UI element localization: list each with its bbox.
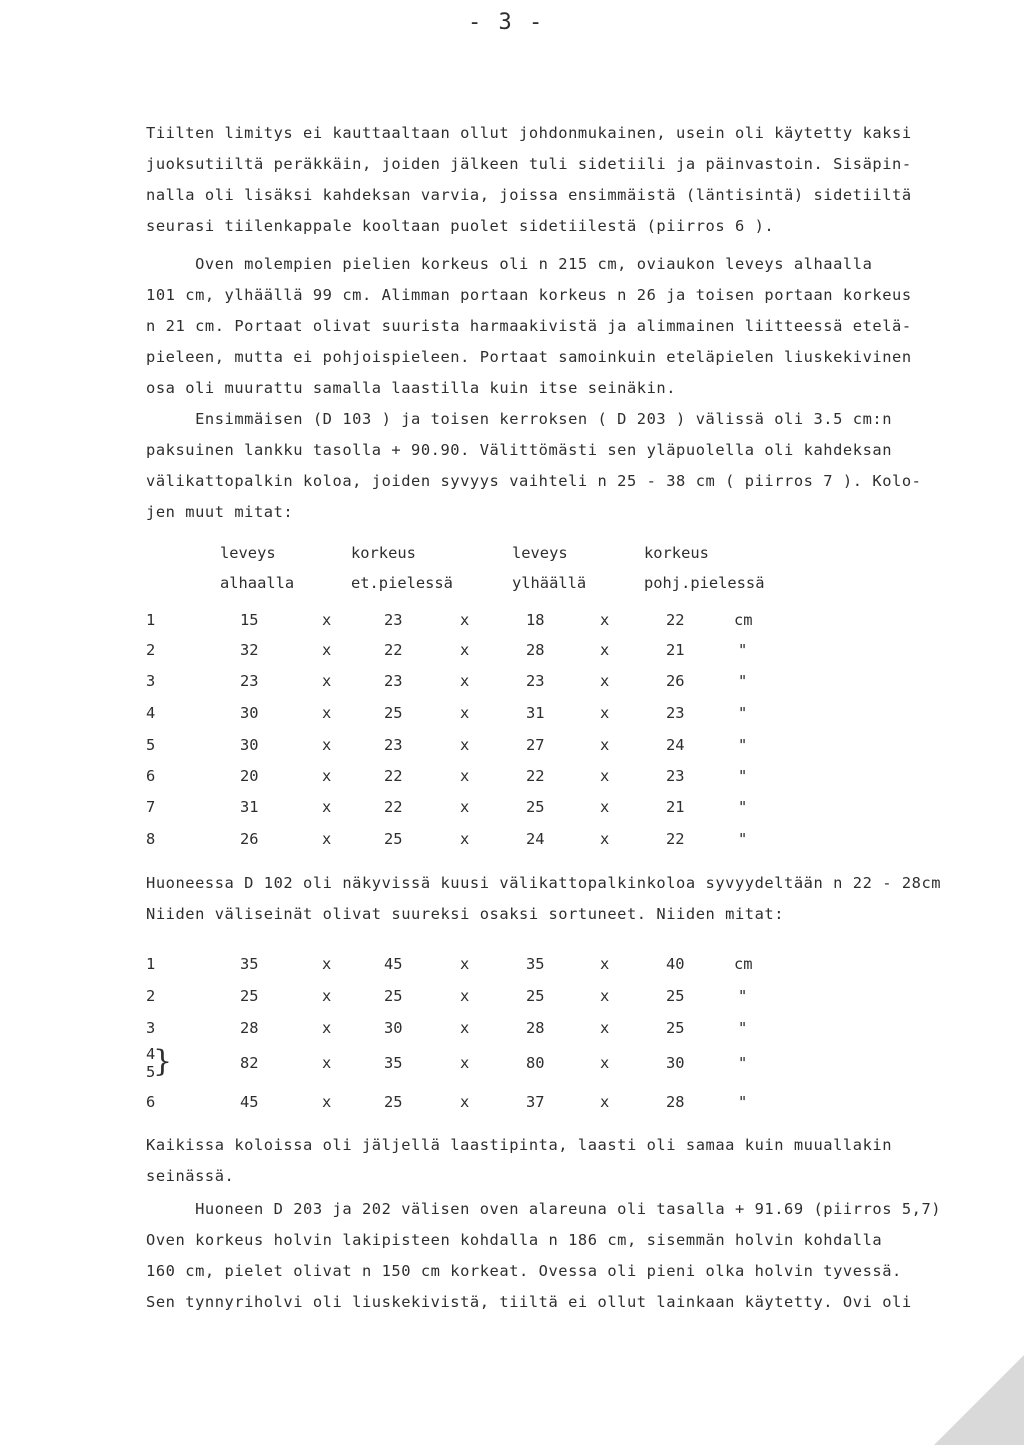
col-header-sub: et.pielessä [351,574,453,592]
cell-value: 22 [384,641,403,659]
times-sign: x [600,798,610,816]
col-header-sub: pohj.pielessä [644,574,765,592]
unit-label: " [738,704,748,722]
times-sign: x [322,955,332,973]
times-sign: x [322,1054,332,1072]
row-number: 4 [146,1045,156,1063]
times-sign: x [600,1019,610,1037]
cell-value: 35 [526,955,545,973]
times-sign: x [460,767,470,785]
row-number: 6 [146,767,156,785]
times-sign: x [322,641,332,659]
col-header-sub: ylhäällä [512,574,587,592]
times-sign: x [322,798,332,816]
cell-value: 31 [240,798,259,816]
times-sign: x [600,830,610,848]
cell-value: 23 [384,611,403,629]
unit-label: " [738,830,748,848]
text-line: välikattopalkin koloa, joiden syvyys vaihteli n 25 - 38 cm ( piirros 7 ). Kolo- [146,472,922,490]
times-sign: x [460,798,470,816]
cell-value: 23 [526,672,545,690]
cell-value: 25 [384,1093,403,1111]
cell-value: 37 [526,1093,545,1111]
cell-value: 25 [666,987,685,1005]
col-header: korkeus [351,544,416,562]
times-sign: x [460,1019,470,1037]
row-number: 4 [146,704,156,722]
cell-value: 26 [240,830,259,848]
times-sign: x [600,1093,610,1111]
cell-value: 35 [384,1054,403,1072]
unit-label: " [738,1093,748,1111]
times-sign: x [600,704,610,722]
cell-value: 21 [666,798,685,816]
text-line: juoksutiiltä peräkkäin, joiden jälkeen tuli sidetiili ja päinvastoin. Sisäpin- [146,155,912,173]
unit-label: " [738,798,748,816]
times-sign: x [322,1019,332,1037]
row-number: 1 [146,955,156,973]
row-number: 7 [146,798,156,816]
times-sign: x [460,736,470,754]
cell-value: 24 [526,830,545,848]
unit-label: " [738,641,748,659]
text-line: Sen tynnyriholvi oli liuskekivistä, tiiltä ei ollut lainkaan käytetty. Ovi oli [146,1293,912,1311]
times-sign: x [600,955,610,973]
cell-value: 25 [384,830,403,848]
text-line: osa oli muurattu samalla laastilla kuin itse seinäkin. [146,379,677,397]
times-sign: x [322,1093,332,1111]
text-line: nalla oli lisäksi kahdeksan varvia, joissa ensimmäistä (läntisintä) sidetiiltä [146,186,912,204]
col-header: korkeus [644,544,709,562]
cell-value: 22 [666,611,685,629]
cell-value: 25 [384,704,403,722]
text-line: jen muut mitat: [146,503,294,521]
row-number: 8 [146,830,156,848]
cell-value: 23 [384,672,403,690]
cell-value: 22 [384,767,403,785]
times-sign: x [600,611,610,629]
text-line: paksuinen lankku tasolla + 90.90. Välittömästi sen yläpuolella oli kahdeksan [146,441,893,459]
col-header: leveys [220,544,276,562]
cell-value: 23 [240,672,259,690]
times-sign: x [460,830,470,848]
cell-value: 35 [240,955,259,973]
row-number: 6 [146,1093,156,1111]
cell-value: 22 [526,767,545,785]
cell-value: 27 [526,736,545,754]
cell-value: 28 [666,1093,685,1111]
text-line: n 21 cm. Portaat olivat suurista harmaakivistä ja alimmainen liitteessä etelä- [146,317,912,335]
text-line: seurasi tiilenkappale kooltaan puolet sidetiilestä (piirros 6 ). [146,217,775,235]
row-number: 3 [146,672,156,690]
unit-label: " [738,987,748,1005]
cell-value: 31 [526,704,545,722]
times-sign: x [322,611,332,629]
cell-value: 25 [384,987,403,1005]
row-number: 5 [146,1063,156,1081]
text-line: seinässä. [146,1167,235,1185]
text-line: Huoneessa D 102 oli näkyvissä kuusi välikattopalkinkoloa syvyydeltään n 22 - 28cm [146,874,942,892]
cell-value: 22 [666,830,685,848]
times-sign: x [460,704,470,722]
cell-value: 30 [240,736,259,754]
brace-icon: } [153,1044,173,1079]
cell-value: 45 [240,1093,259,1111]
cell-value: 22 [384,798,403,816]
times-sign: x [600,1054,610,1072]
text-line: pieleen, mutta ei pohjoispieleen. Portaat samoinkuin eteläpielen liuskekivinen [146,348,912,366]
times-sign: x [600,736,610,754]
text-line: Huoneen D 203 ja 202 välisen oven alareuna oli tasalla + 91.69 (piirros 5,7) [146,1200,942,1218]
text-line: 101 cm, ylhäällä 99 cm. Alimman portaan korkeus n 26 ja toisen portaan korkeus [146,286,912,304]
text-line: Niiden väliseinät olivat suureksi osaksi sortuneet. Niiden mitat: [146,905,785,923]
row-number: 2 [146,641,156,659]
cell-value: 32 [240,641,259,659]
cell-value: 23 [384,736,403,754]
times-sign: x [322,830,332,848]
times-sign: x [460,672,470,690]
times-sign: x [600,987,610,1005]
row-number: 5 [146,736,156,754]
cell-value: 30 [384,1019,403,1037]
unit-label: " [738,767,748,785]
cell-value: 30 [240,704,259,722]
cell-value: 20 [240,767,259,785]
times-sign: x [460,611,470,629]
times-sign: x [460,641,470,659]
text-line: Kaikissa koloissa oli jäljellä laastipinta, laasti oli samaa kuin muuallakin [146,1136,893,1154]
times-sign: x [460,955,470,973]
times-sign: x [322,672,332,690]
times-sign: x [460,1054,470,1072]
cell-value: 45 [384,955,403,973]
cell-value: 30 [666,1054,685,1072]
times-sign: x [600,767,610,785]
unit-label: " [738,736,748,754]
cell-value: 82 [240,1054,259,1072]
cell-value: 25 [526,798,545,816]
unit-label: " [738,1054,748,1072]
cell-value: 28 [526,1019,545,1037]
times-sign: x [322,704,332,722]
cell-value: 25 [526,987,545,1005]
row-number: 1 [146,611,156,629]
cell-value: 23 [666,767,685,785]
times-sign: x [322,767,332,785]
cell-value: 28 [240,1019,259,1037]
times-sign: x [322,987,332,1005]
cell-value: 21 [666,641,685,659]
cell-value: 25 [666,1019,685,1037]
unit-label: " [738,672,748,690]
text-line: Oven molempien pielien korkeus oli n 215 cm, oviaukon leveys alhaalla [146,255,873,273]
page-number: - 3 - [468,10,545,35]
times-sign: x [460,1093,470,1111]
cell-value: 40 [666,955,685,973]
cell-value: 15 [240,611,259,629]
text-line: Ensimmäisen (D 103 ) ja toisen kerroksen ( D 203 ) välissä oli 3.5 cm:n [146,410,893,428]
row-number: 3 [146,1019,156,1037]
unit-label: cm [734,955,753,973]
cell-value: 23 [666,704,685,722]
text-line: 160 cm, pielet olivat n 150 cm korkeat. Ovessa oli pieni olka holvin tyvessä. [146,1262,902,1280]
col-header: leveys [512,544,568,562]
cell-value: 28 [526,641,545,659]
times-sign: x [600,672,610,690]
times-sign: x [600,641,610,659]
cell-value: 26 [666,672,685,690]
unit-label: cm [734,611,753,629]
text-line: Oven korkeus holvin lakipisteen kohdalla n 186 cm, sisemmän holvin kohdalla [146,1231,883,1249]
cell-value: 18 [526,611,545,629]
page-corner-fold [934,1355,1024,1445]
cell-value: 25 [240,987,259,1005]
cell-value: 80 [526,1054,545,1072]
col-header-sub: alhaalla [220,574,295,592]
unit-label: " [738,1019,748,1037]
times-sign: x [460,987,470,1005]
cell-value: 24 [666,736,685,754]
times-sign: x [322,736,332,754]
row-number: 2 [146,987,156,1005]
text-line: Tiilten limitys ei kauttaaltaan ollut johdonmukainen, usein oli käytetty kaksi [146,124,912,142]
